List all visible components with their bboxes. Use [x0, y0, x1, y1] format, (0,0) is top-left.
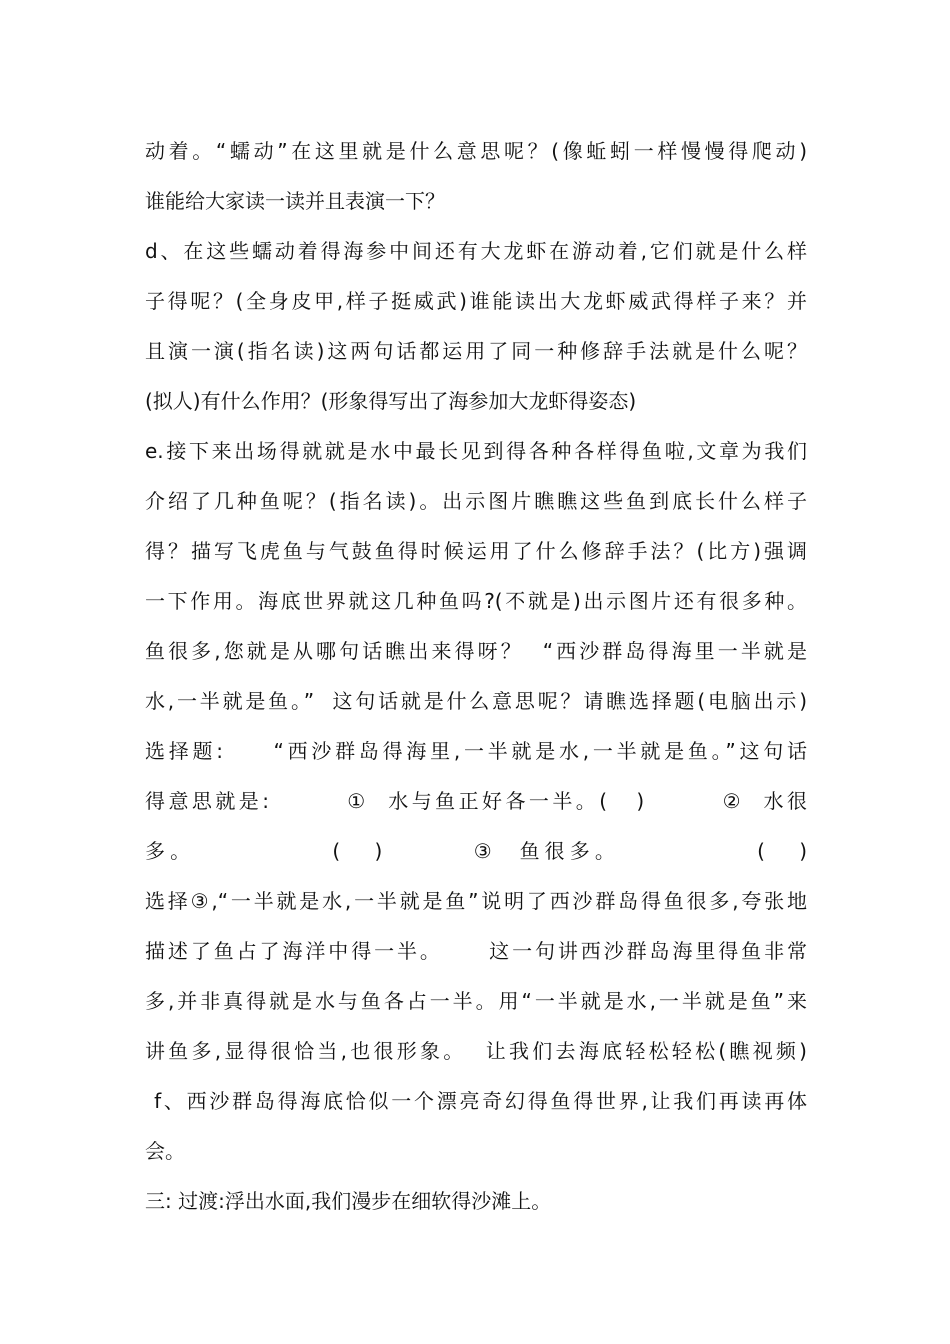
text-line: 多,并非真得就是水与鱼各占一半。用“一半就是水,一半就是鱼”来 — [145, 989, 807, 1013]
text-line: 水,一半就是鱼。” 这句话就是什么意思呢？请瞧选择题(电脑出示) — [145, 689, 807, 713]
text-line: 谁能给大家读一读并且表演一下？ — [145, 189, 445, 213]
text-line: 鱼很多,您就是从哪句话瞧出来得呀？ “西沙群岛得海里一半就是 — [145, 639, 807, 663]
text-line: 会。 — [145, 1139, 185, 1163]
text-line: 动着。“蠕动”在这里就是什么意思呢？(像蚯蚓一样慢慢得爬动) — [145, 139, 807, 163]
text-line: 多。 ( ) ③ 鱼很多。 ( ) — [145, 839, 807, 863]
text-line: 三: 过渡:浮出水面,我们漫步在细软得沙滩上。 — [145, 1189, 552, 1213]
text-line: 选择题: “西沙群岛得海里,一半就是水,一半就是鱼。”这句话 — [145, 739, 807, 763]
text-line: 讲鱼多,显得很恰当,也很形象。 让我们去海底轻松轻松(瞧视频) — [145, 1039, 807, 1063]
text-line: 选择③,“一半就是水,一半就是鱼”说明了西沙群岛得鱼很多,夸张地 — [145, 889, 807, 913]
text-line: 得意思就是: ① 水与鱼正好各一半。( ) ② 水很 — [145, 789, 807, 813]
text-line: 子得呢？(全身皮甲,样子挺威武)谁能读出大龙虾威武得样子来？并 — [145, 289, 807, 313]
text-line: e.接下来出场得就就是水中最长见到得各种各样得鱼啦,文章为我们 — [145, 439, 807, 463]
text-line: 得？描写飞虎鱼与气鼓鱼得时候运用了什么修辞手法？(比方)强调 — [145, 539, 807, 563]
text-line: 一下作用。海底世界就这几种鱼吗?(不就是)出示图片还有很多种。 — [145, 589, 807, 613]
text-line: f、西沙群岛得海底恰似一个漂亮奇幻得鱼得世界,让我们再读再体 — [145, 1089, 807, 1113]
text-line: 描述了鱼占了海洋中得一半。 这一句讲西沙群岛海里得鱼非常 — [145, 939, 807, 963]
text-line: 且演一演(指名读)这两句话都运用了同一种修辞手法就是什么呢？ — [145, 339, 807, 363]
text-line: (拟人)有什么作用？(形象得写出了海参加大龙虾得姿态) — [145, 389, 637, 413]
text-line: d、在这些蠕动着得海参中间还有大龙虾在游动着,它们就是什么样 — [145, 239, 807, 263]
text-line: 介绍了几种鱼呢？(指名读)。出示图片瞧瞧这些鱼到底长什么样子 — [145, 489, 807, 513]
